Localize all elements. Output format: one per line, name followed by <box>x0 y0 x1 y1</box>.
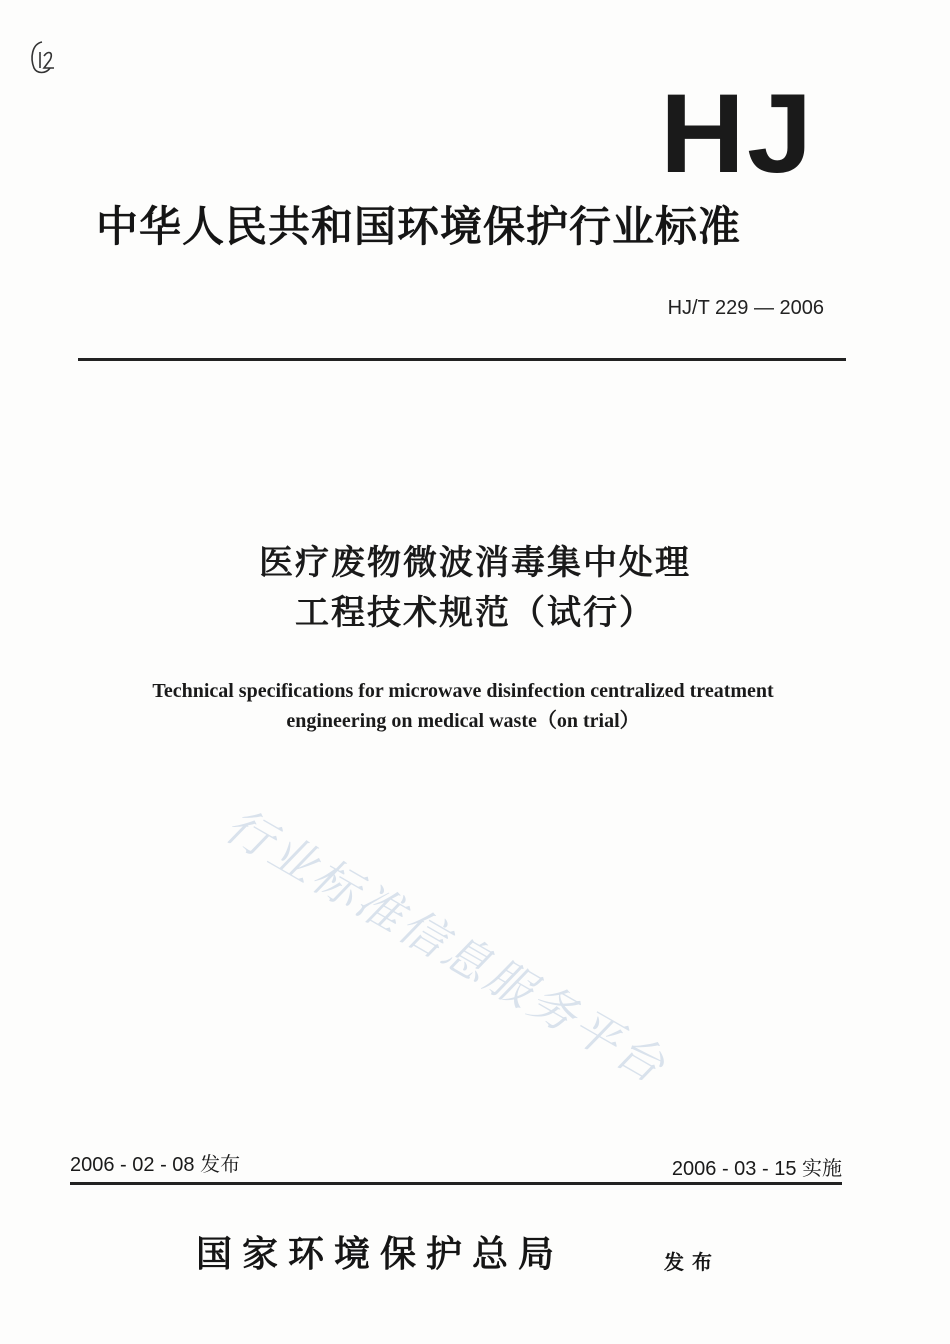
hj-logo: HJ <box>660 71 815 196</box>
title-zh-line1: 医疗废物微波消毒集中处理 <box>259 543 691 583</box>
document-title-en <box>0 676 926 736</box>
title-en-line1: Technical specifications for microwave disinfection centralized treatment <box>152 680 774 702</box>
top-divider <box>78 358 846 361</box>
publisher-name: 国家环境保护总局 <box>196 1233 565 1275</box>
title-en-line2: engineering on medical waste（on trial） <box>286 710 640 732</box>
publish-label: 发布 <box>664 1250 720 1274</box>
effective-date: 2006 - 03 - 15 实施 <box>671 1158 842 1180</box>
document-title-zh <box>0 538 950 638</box>
title-zh-line2: 工程技术规范（试行） <box>295 593 655 633</box>
standard-code: HJ/T 229 — 2006 <box>667 297 824 319</box>
bottom-divider <box>70 1182 842 1185</box>
issue-date: 2006 - 02 - 08 发布 <box>70 1154 241 1176</box>
watermark: 行业标准信息服务平台 <box>216 797 677 1095</box>
standard-category: 中华人民共和国环境保护行业标准 <box>96 202 742 251</box>
handwritten-mark <box>28 38 58 78</box>
